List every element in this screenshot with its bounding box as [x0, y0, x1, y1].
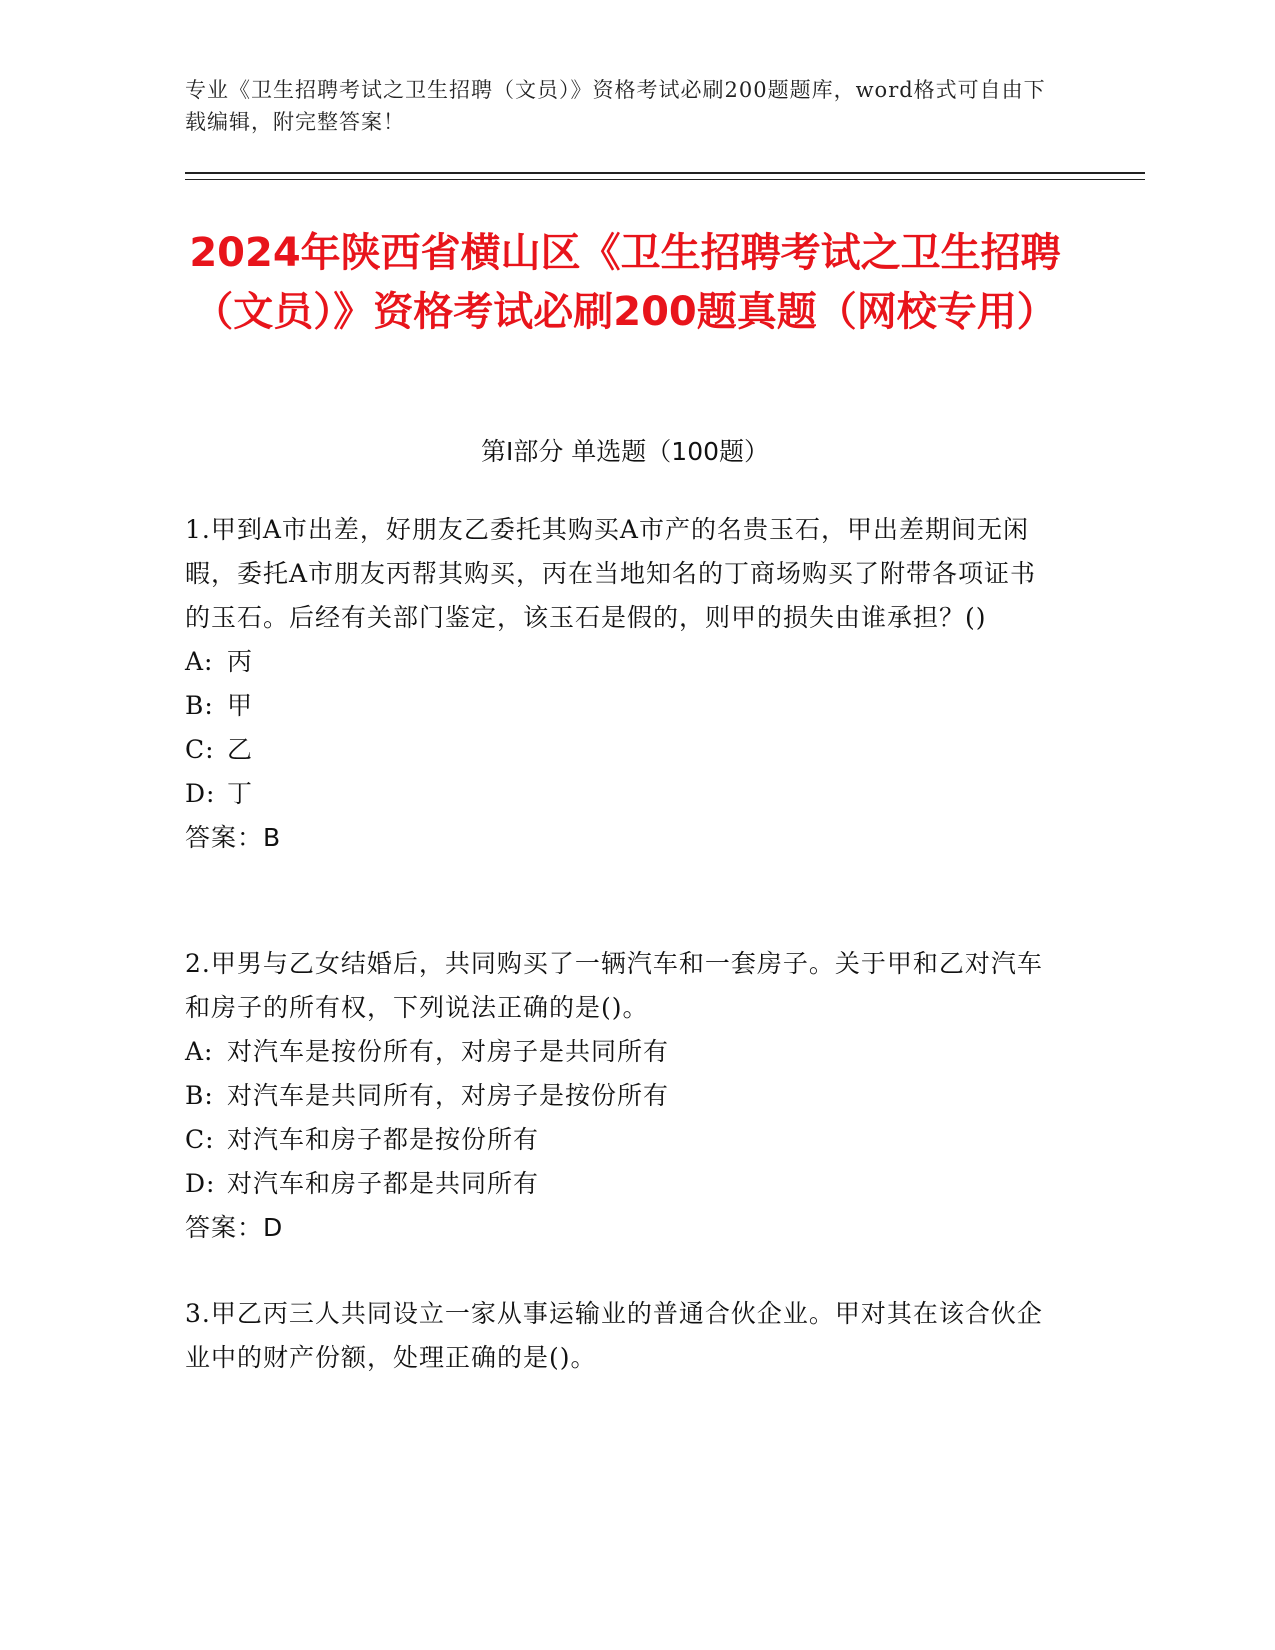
option-letter: D:	[185, 779, 216, 808]
option-letter: A:	[185, 1037, 214, 1066]
question-stem: 1.甲到A市出差，好朋友乙委托其购买A市产的名贵玉石，甲出差期间无闲暇，委托A市朋友丙帮其购买，丙在当地知名的丁商场购买了附带各项证书的玉石。后经有关部门鉴定，该玉石是假的，则甲的损失由谁承担？()	[185, 515, 1037, 632]
option-letter: C:	[185, 1125, 215, 1154]
header-note: 专业《卫生招聘考试之卫生招聘（文员）》资格考试必刷200题题库，word格式可自由下载编辑，附完整答案！	[185, 78, 1046, 134]
option-text: 对汽车和房子都是共同所有	[227, 1169, 540, 1198]
option-d	[185, 1162, 1045, 1206]
option-a	[185, 1030, 1045, 1074]
option-b	[185, 684, 1045, 728]
answer-line: 答案：D	[185, 1213, 284, 1242]
option-b	[185, 1074, 1045, 1118]
option-text: 乙	[227, 735, 254, 764]
option-d	[185, 772, 1045, 816]
question-stem: 3.甲乙丙三人共同设立一家从事运输业的普通合伙企业。甲对其在该合伙企业中的财产份额，处理正确的是()。	[185, 1299, 1043, 1372]
option-text: 丙	[227, 647, 254, 676]
option-text: 对汽车和房子都是按份所有	[227, 1125, 540, 1154]
option-letter: A:	[185, 647, 214, 676]
question-stem: 2.甲男与乙女结婚后，共同购买了一辆汽车和一套房子。关于甲和乙对汽车和房子的所有权，下列说法正确的是()。	[185, 949, 1043, 1022]
option-letter: B:	[185, 1081, 214, 1110]
header-divider-thick	[185, 172, 1145, 174]
question-2	[185, 942, 1045, 1250]
option-letter: D:	[185, 1169, 216, 1198]
question-3	[185, 1292, 1045, 1380]
section-title: 第I部分 单选题（100题）	[480, 437, 770, 466]
option-c	[185, 728, 1045, 772]
option-letter: C:	[185, 735, 215, 764]
option-text: 甲	[227, 691, 254, 720]
option-letter: B:	[185, 691, 214, 720]
option-text: 对汽车是按份所有，对房子是共同所有	[227, 1037, 670, 1066]
option-text: 对汽车是共同所有，对房子是按份所有	[227, 1081, 670, 1110]
question-1	[185, 508, 1045, 860]
option-text: 丁	[227, 779, 254, 808]
answer-line: 答案：B	[185, 823, 282, 852]
document-title: 2024年陕西省横山区《卫生招聘考试之卫生招聘（文员）》资格考试必刷200题真题（网校专用）	[189, 230, 1061, 335]
option-a	[185, 640, 1045, 684]
header-divider-thin	[185, 179, 1145, 180]
option-c	[185, 1118, 1045, 1162]
